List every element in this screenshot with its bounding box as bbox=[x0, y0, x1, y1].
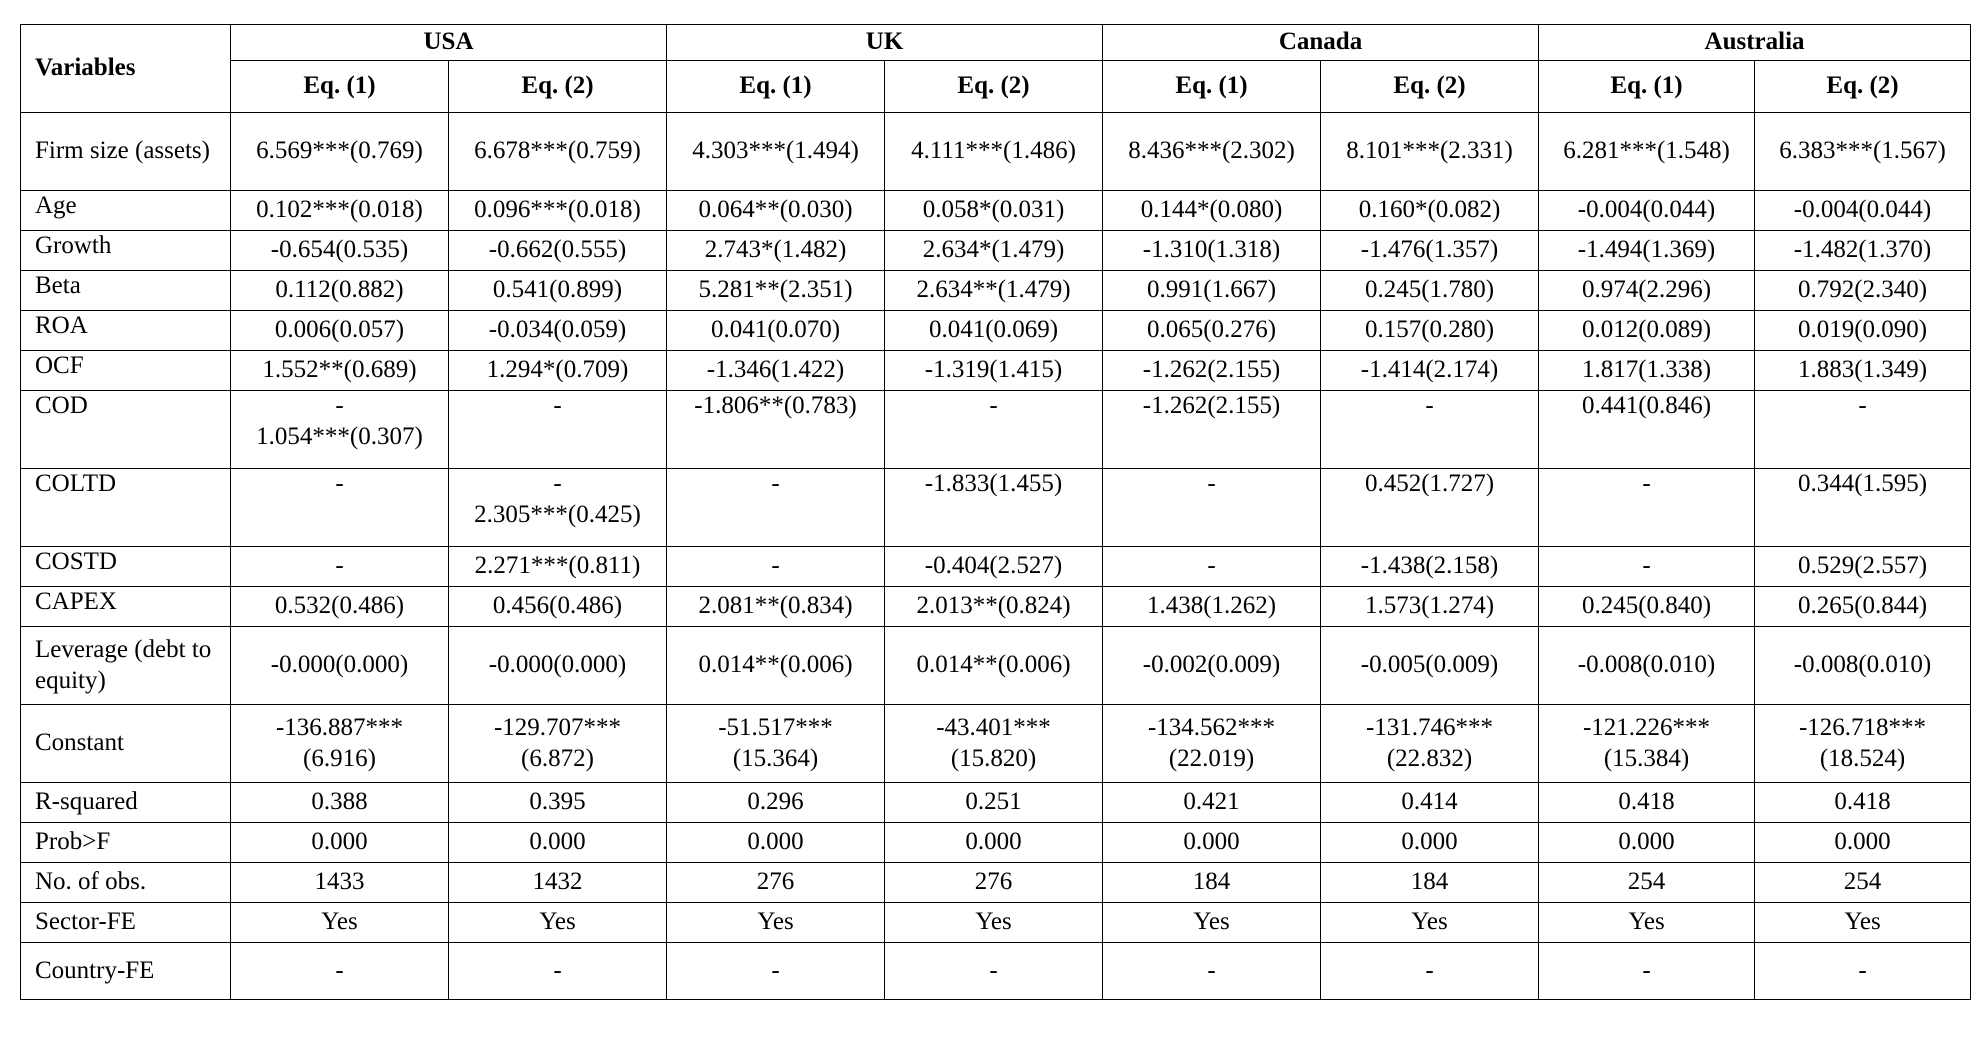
value-cell: 6.281***(1.548) bbox=[1539, 113, 1755, 191]
table-row bbox=[21, 191, 1971, 231]
value-cell: - bbox=[231, 547, 449, 587]
value-cell: - bbox=[1539, 547, 1755, 587]
value-cell: 254 bbox=[1539, 863, 1755, 903]
value-cell: 0.000 bbox=[1321, 823, 1539, 863]
table-row bbox=[21, 271, 1971, 311]
value-cell: - bbox=[231, 943, 449, 1000]
value-cell: -0.004(0.044) bbox=[1539, 191, 1755, 231]
value-cell: Yes bbox=[667, 903, 885, 943]
value-cell: -1.346(1.422) bbox=[667, 351, 885, 391]
value-cell: - 2.305***(0.425) bbox=[449, 469, 667, 547]
table-row bbox=[21, 113, 1971, 191]
value-cell: 5.281**(2.351) bbox=[667, 271, 885, 311]
variable-label: Constant bbox=[21, 705, 231, 783]
value-cell: 1.883(1.349) bbox=[1755, 351, 1971, 391]
value-cell: 8.101***(2.331) bbox=[1321, 113, 1539, 191]
eq-header: Eq. (2) bbox=[1321, 61, 1539, 113]
value-cell: -136.887*** (6.916) bbox=[231, 705, 449, 783]
value-cell: 0.157(0.280) bbox=[1321, 311, 1539, 351]
table-row bbox=[21, 469, 1971, 547]
value-cell: 1.573(1.274) bbox=[1321, 587, 1539, 627]
value-cell: -1.310(1.318) bbox=[1103, 231, 1321, 271]
value-cell: 276 bbox=[885, 863, 1103, 903]
value-cell: 184 bbox=[1103, 863, 1321, 903]
value-cell: Yes bbox=[1103, 903, 1321, 943]
value-cell: 6.383***(1.567) bbox=[1755, 113, 1971, 191]
value-cell: -51.517*** (15.364) bbox=[667, 705, 885, 783]
variable-label: COSTD bbox=[21, 547, 231, 587]
regression-table bbox=[20, 24, 1971, 1000]
variable-label: Firm size (assets) bbox=[21, 113, 231, 191]
variable-label: Prob>F bbox=[21, 823, 231, 863]
eq-header: Eq. (2) bbox=[1755, 61, 1971, 113]
value-cell: 0.058*(0.031) bbox=[885, 191, 1103, 231]
variable-label: Country-FE bbox=[21, 943, 231, 1000]
variable-label: Leverage (debt to equity) bbox=[21, 627, 231, 705]
eq-header: Eq. (1) bbox=[1103, 61, 1321, 113]
value-cell: 0.019(0.090) bbox=[1755, 311, 1971, 351]
table-row bbox=[21, 705, 1971, 783]
value-cell: 0.991(1.667) bbox=[1103, 271, 1321, 311]
variable-label: Age bbox=[21, 191, 231, 231]
value-cell: -1.833(1.455) bbox=[885, 469, 1103, 547]
value-cell: 276 bbox=[667, 863, 885, 903]
variable-label: No. of obs. bbox=[21, 863, 231, 903]
value-cell: 0.245(1.780) bbox=[1321, 271, 1539, 311]
value-cell: Yes bbox=[1755, 903, 1971, 943]
value-cell: 0.541(0.899) bbox=[449, 271, 667, 311]
value-cell: 2.634*(1.479) bbox=[885, 231, 1103, 271]
value-cell: - bbox=[1103, 943, 1321, 1000]
value-cell: - bbox=[1755, 943, 1971, 1000]
value-cell: 254 bbox=[1755, 863, 1971, 903]
value-cell: 1.438(1.262) bbox=[1103, 587, 1321, 627]
value-cell: -0.004(0.044) bbox=[1755, 191, 1971, 231]
value-cell: -1.262(2.155) bbox=[1103, 351, 1321, 391]
value-cell: -129.707*** (6.872) bbox=[449, 705, 667, 783]
variables-header: Variables bbox=[21, 25, 231, 113]
value-cell: -0.404(2.527) bbox=[885, 547, 1103, 587]
value-cell: 0.160*(0.082) bbox=[1321, 191, 1539, 231]
value-cell: 0.532(0.486) bbox=[231, 587, 449, 627]
country-header-usa: USA bbox=[231, 25, 667, 61]
variable-label: COD bbox=[21, 391, 231, 469]
variable-label: R-squared bbox=[21, 783, 231, 823]
eq-header: Eq. (1) bbox=[1539, 61, 1755, 113]
value-cell: 1432 bbox=[449, 863, 667, 903]
value-cell: -0.000(0.000) bbox=[231, 627, 449, 705]
value-cell: Yes bbox=[885, 903, 1103, 943]
value-cell: - bbox=[1103, 469, 1321, 547]
value-cell: - 1.054***(0.307) bbox=[231, 391, 449, 469]
value-cell: 0.000 bbox=[231, 823, 449, 863]
value-cell: 0.065(0.276) bbox=[1103, 311, 1321, 351]
variable-label: OCF bbox=[21, 351, 231, 391]
variable-label: COLTD bbox=[21, 469, 231, 547]
value-cell: -0.005(0.009) bbox=[1321, 627, 1539, 705]
value-cell: -131.746*** (22.832) bbox=[1321, 705, 1539, 783]
value-cell: -0.002(0.009) bbox=[1103, 627, 1321, 705]
value-cell: 0.144*(0.080) bbox=[1103, 191, 1321, 231]
value-cell: 0.974(2.296) bbox=[1539, 271, 1755, 311]
table-row bbox=[21, 311, 1971, 351]
value-cell: 0.441(0.846) bbox=[1539, 391, 1755, 469]
value-cell: - bbox=[1321, 943, 1539, 1000]
value-cell: Yes bbox=[231, 903, 449, 943]
value-cell: 4.303***(1.494) bbox=[667, 113, 885, 191]
value-cell: 0.000 bbox=[885, 823, 1103, 863]
country-header-australia: Australia bbox=[1539, 25, 1971, 61]
value-cell: 0.000 bbox=[449, 823, 667, 863]
value-cell: - bbox=[885, 943, 1103, 1000]
value-cell: -0.008(0.010) bbox=[1755, 627, 1971, 705]
value-cell: 0.112(0.882) bbox=[231, 271, 449, 311]
eq-header: Eq. (2) bbox=[449, 61, 667, 113]
value-cell: -0.034(0.059) bbox=[449, 311, 667, 351]
value-cell: 2.271***(0.811) bbox=[449, 547, 667, 587]
value-cell: - bbox=[449, 943, 667, 1000]
value-cell: 0.041(0.070) bbox=[667, 311, 885, 351]
value-cell: - bbox=[1539, 943, 1755, 1000]
value-cell: 0.000 bbox=[1755, 823, 1971, 863]
value-cell: 1433 bbox=[231, 863, 449, 903]
value-cell: - bbox=[231, 469, 449, 547]
table-row bbox=[21, 547, 1971, 587]
value-cell: 6.678***(0.759) bbox=[449, 113, 667, 191]
value-cell: 2.081**(0.834) bbox=[667, 587, 885, 627]
table-row bbox=[21, 627, 1971, 705]
value-cell: 8.436***(2.302) bbox=[1103, 113, 1321, 191]
value-cell: -0.000(0.000) bbox=[449, 627, 667, 705]
value-cell: 4.111***(1.486) bbox=[885, 113, 1103, 191]
value-cell: 0.012(0.089) bbox=[1539, 311, 1755, 351]
value-cell: 0.041(0.069) bbox=[885, 311, 1103, 351]
value-cell: -1.482(1.370) bbox=[1755, 231, 1971, 271]
value-cell: 0.064**(0.030) bbox=[667, 191, 885, 231]
value-cell: - bbox=[1103, 547, 1321, 587]
value-cell: 0.245(0.840) bbox=[1539, 587, 1755, 627]
variable-label: Beta bbox=[21, 271, 231, 311]
value-cell: 0.000 bbox=[667, 823, 885, 863]
value-cell: -1.262(2.155) bbox=[1103, 391, 1321, 469]
value-cell: -134.562*** (22.019) bbox=[1103, 705, 1321, 783]
value-cell: 0.296 bbox=[667, 783, 885, 823]
table-row bbox=[21, 351, 1971, 391]
value-cell: -121.226*** (15.384) bbox=[1539, 705, 1755, 783]
value-cell: - bbox=[667, 547, 885, 587]
value-cell: 0.529(2.557) bbox=[1755, 547, 1971, 587]
value-cell: 0.395 bbox=[449, 783, 667, 823]
value-cell: -43.401*** (15.820) bbox=[885, 705, 1103, 783]
eq-header: Eq. (1) bbox=[231, 61, 449, 113]
value-cell: 2.634**(1.479) bbox=[885, 271, 1103, 311]
value-cell: -1.806**(0.783) bbox=[667, 391, 885, 469]
eq-header: Eq. (1) bbox=[667, 61, 885, 113]
value-cell: 0.006(0.057) bbox=[231, 311, 449, 351]
value-cell: 0.000 bbox=[1539, 823, 1755, 863]
value-cell: - bbox=[449, 391, 667, 469]
country-header-row bbox=[21, 25, 1971, 61]
value-cell: 0.418 bbox=[1539, 783, 1755, 823]
equation-header-row bbox=[21, 61, 1971, 113]
value-cell: 0.000 bbox=[1103, 823, 1321, 863]
value-cell: -1.476(1.357) bbox=[1321, 231, 1539, 271]
value-cell: - bbox=[1539, 469, 1755, 547]
table-row bbox=[21, 391, 1971, 469]
value-cell: 0.414 bbox=[1321, 783, 1539, 823]
value-cell: - bbox=[885, 391, 1103, 469]
variable-label: ROA bbox=[21, 311, 231, 351]
variable-label: Growth bbox=[21, 231, 231, 271]
value-cell: 0.251 bbox=[885, 783, 1103, 823]
value-cell: - bbox=[1321, 391, 1539, 469]
value-cell: Yes bbox=[449, 903, 667, 943]
value-cell: - bbox=[667, 943, 885, 1000]
value-cell: 1.294*(0.709) bbox=[449, 351, 667, 391]
value-cell: 184 bbox=[1321, 863, 1539, 903]
variable-label: Sector-FE bbox=[21, 903, 231, 943]
value-cell: - bbox=[1755, 391, 1971, 469]
value-cell: -1.438(2.158) bbox=[1321, 547, 1539, 587]
table-body bbox=[21, 113, 1971, 1000]
value-cell: 0.792(2.340) bbox=[1755, 271, 1971, 311]
country-header-canada: Canada bbox=[1103, 25, 1539, 61]
value-cell: 1.817(1.338) bbox=[1539, 351, 1755, 391]
value-cell: -0.654(0.535) bbox=[231, 231, 449, 271]
value-cell: 0.456(0.486) bbox=[449, 587, 667, 627]
value-cell: 2.013**(0.824) bbox=[885, 587, 1103, 627]
value-cell: -0.008(0.010) bbox=[1539, 627, 1755, 705]
eq-header: Eq. (2) bbox=[885, 61, 1103, 113]
value-cell: 6.569***(0.769) bbox=[231, 113, 449, 191]
table-row bbox=[21, 943, 1971, 1000]
value-cell: -1.319(1.415) bbox=[885, 351, 1103, 391]
value-cell: 0.014**(0.006) bbox=[885, 627, 1103, 705]
value-cell: Yes bbox=[1539, 903, 1755, 943]
value-cell: 0.388 bbox=[231, 783, 449, 823]
value-cell: 2.743*(1.482) bbox=[667, 231, 885, 271]
value-cell: 0.265(0.844) bbox=[1755, 587, 1971, 627]
table-row bbox=[21, 903, 1971, 943]
value-cell: - bbox=[667, 469, 885, 547]
value-cell: 0.102***(0.018) bbox=[231, 191, 449, 231]
value-cell: 1.552**(0.689) bbox=[231, 351, 449, 391]
value-cell: 0.014**(0.006) bbox=[667, 627, 885, 705]
value-cell: -1.494(1.369) bbox=[1539, 231, 1755, 271]
value-cell: 0.418 bbox=[1755, 783, 1971, 823]
value-cell: -0.662(0.555) bbox=[449, 231, 667, 271]
value-cell: 0.096***(0.018) bbox=[449, 191, 667, 231]
variable-label: CAPEX bbox=[21, 587, 231, 627]
value-cell: 0.344(1.595) bbox=[1755, 469, 1971, 547]
table-row bbox=[21, 231, 1971, 271]
table-row bbox=[21, 587, 1971, 627]
table-row bbox=[21, 823, 1971, 863]
country-header-uk: UK bbox=[667, 25, 1103, 61]
table-row bbox=[21, 863, 1971, 903]
table-row bbox=[21, 783, 1971, 823]
value-cell: 0.421 bbox=[1103, 783, 1321, 823]
value-cell: Yes bbox=[1321, 903, 1539, 943]
value-cell: -1.414(2.174) bbox=[1321, 351, 1539, 391]
value-cell: 0.452(1.727) bbox=[1321, 469, 1539, 547]
value-cell: -126.718*** (18.524) bbox=[1755, 705, 1971, 783]
